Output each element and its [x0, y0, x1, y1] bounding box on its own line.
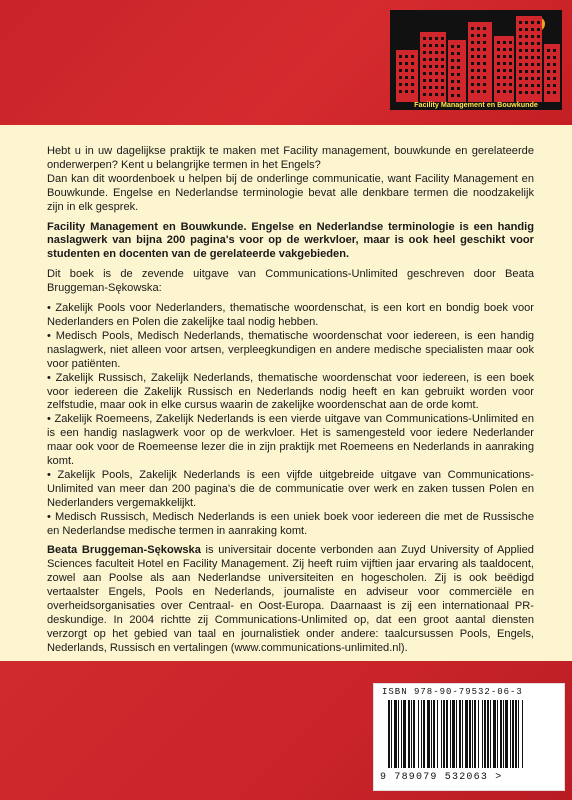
book-list-item: • Medisch Pools, Medisch Nederlands, thematische woordenschat voor iedereen, is een handig naslagwerk, niet alleen voor artsen, verpleegkundigen en andere medische specialisten maar ook voor patiënten. [47, 329, 534, 370]
book-list-item: • Zakelijk Roemeens, Zakelijk Nederlands is een vierde uitgave van Communications-Unlimited en is een handig naslagwerk voor op de werkvloer. Het is samengesteld voor iedere Nederlander maar ook voor de Roemeense lezer die in zijn praktijk met Roemeens en Nederlands in aanraking komt. [47, 413, 534, 468]
back-cover-text [0, 125, 572, 661]
book-list-item: • Medisch Russisch, Medisch Nederlands is een uniek boek voor iedereen die met de Russische en Nederlandse medische termen in aanraking komt. [47, 510, 534, 537]
book-list-item: • Zakelijk Pools voor Nederlanders, thematische woordenschat, is een kort en bondig boek voor Nederlanders en Polen die zakelijke taal nodig hebben. [47, 302, 534, 328]
summary-paragraph: Facility Management en Bouwkunde. Engelse en Nederlandse terminologie is een handig naslagwerk van bijna 200 pagina's voor op de werkvloer, maar is ook heel geschikt voor studenten en docenten van de gerelateerde vakgebieden. [47, 220, 534, 261]
logo-caption: Facility Management en Bouwkunde [414, 100, 538, 109]
building-icon [448, 40, 466, 102]
barcode-icon [382, 700, 556, 770]
top-red-band [0, 0, 572, 125]
series-intro-paragraph: Dit boek is de zevende uitgave van Communications-Unlimited geschreven door Beata Bruggeman-Sękowska: [47, 268, 534, 295]
building-icon [544, 44, 560, 102]
book-list-item: • Zakelijk Russisch, Zakelijk Nederlands, thematische woordenschat voor iedereen, is een boek voor iedereen die Zakelijk Russisch en Nederlands nodig heeft en kan gebruikt worden voor zelfstudie, maar ook in elke cursus waarin de zakelijke woordenschat aan de orde komt. [47, 371, 534, 412]
isbn-barcode-box [373, 683, 565, 791]
author-bio-paragraph [47, 544, 534, 655]
author-name: Beata Bruggeman-Sękowska [47, 544, 201, 557]
city-skyline-logo [390, 10, 562, 110]
isbn-label: ISBN 978-90-79532-06-3 [382, 687, 523, 697]
book-list-item: • Zakelijk Pools, Zakelijk Nederlands is een vijfde uitgebreide uitgave van Communications-Unlimited van meer dan 200 pagina's die de communicatie over werk en zaken tussen Polen en Nederlanders vergemakkelijkt. [47, 468, 534, 509]
barcode-digits: 9 789079 532063 > [380, 772, 503, 783]
city-skyline-icon [390, 10, 562, 110]
book-list [47, 302, 534, 538]
author-bio-text: is universitair docente verbonden aan Zuyd University of Applied Sciences faculteit Hotel en Facility Management. Zij heeft ruim vijftien jaar ervaring als taaldocent, zowel aan Poolse als aan Nederlandse universiteiten en hogescholen. Zij is ook beëdigd vertaalster Engels, Pools en Nederlands, journaliste en adviseur voor commerciële en overheidsorganisaties over Centraal- en Oost-Europa. Daarnaast is zij een internationaal PR-deskundige. In 2004 richtte zij Communications-Unlimited op, dat een groot aantal diensten verzorgt op het gebied van taal en journalistiek onder andere: taalcursussen Pools, Engels, Nederlands, Russisch en vertalingen (www.communications-unlimited.nl). [47, 544, 534, 654]
intro-paragraph-2: Dan kan dit woordenboek u helpen bij de onderlinge communicatie, want Facility Management en Bouwkunde. Engelse en Nederlandse terminologie bevat alle denkbare termen die noodzakelijk zijn in elk gesprek. [47, 172, 534, 213]
intro-paragraph-1: Hebt u in uw dagelijkse praktijk te maken met Facility management, bouwkunde en gerelateerde onderwerpen? Kent u belangrijke termen in het Engels? [47, 145, 534, 171]
